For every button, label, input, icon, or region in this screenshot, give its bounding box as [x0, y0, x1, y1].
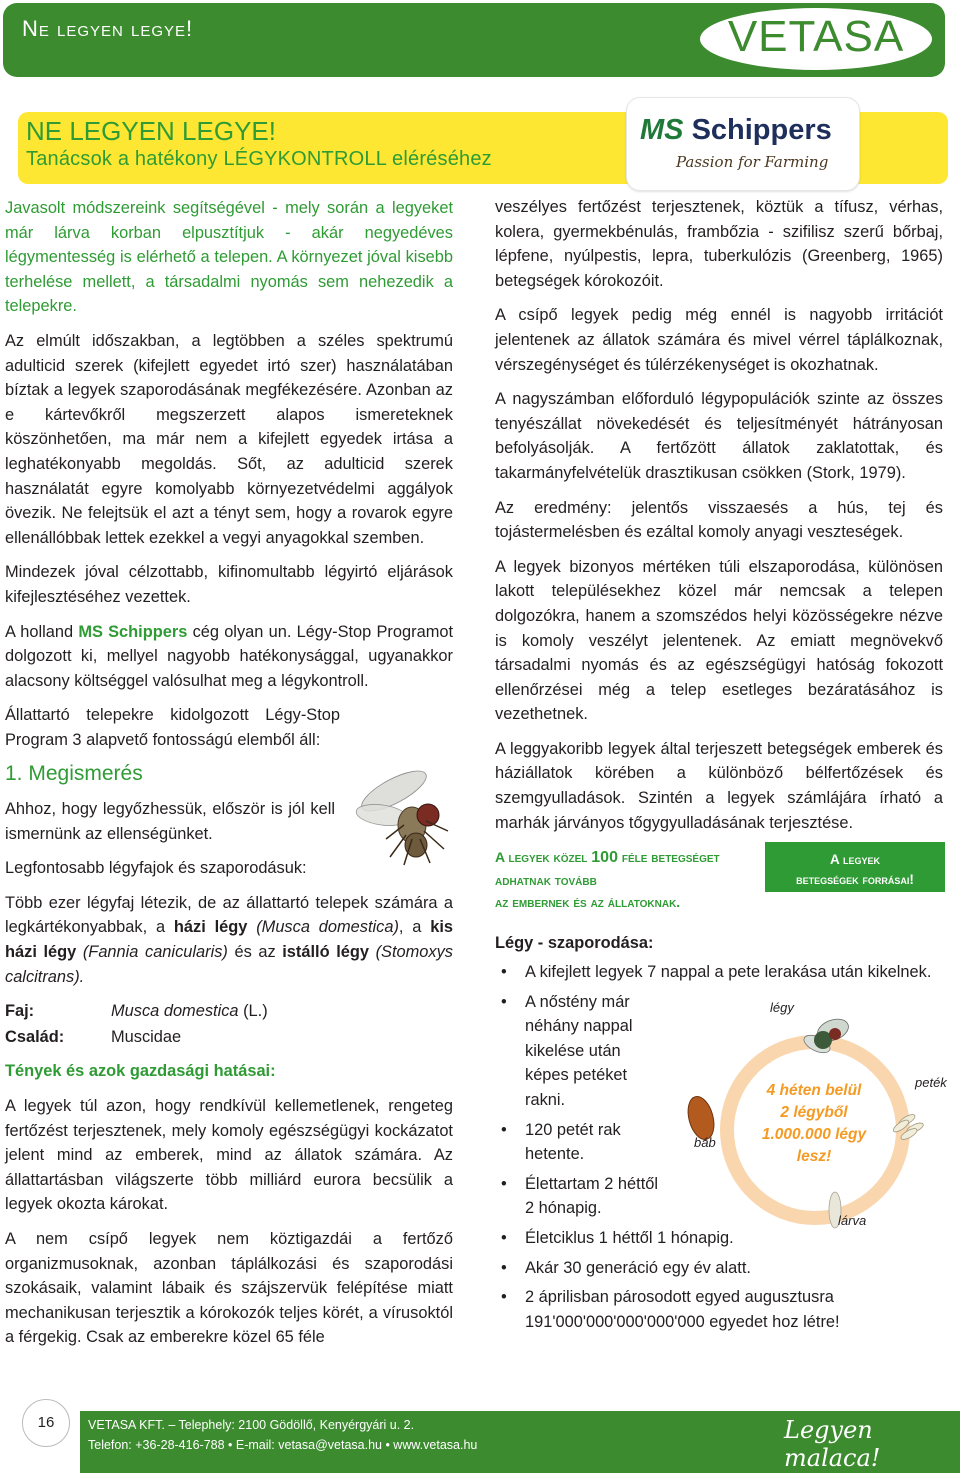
- callout-line-3: az embernek és az állatoknak.: [495, 894, 681, 910]
- csalad-value: Muscidae: [111, 1027, 182, 1046]
- page-number: 16: [22, 1399, 70, 1447]
- lifecycle-line-4: lesz!: [796, 1148, 832, 1165]
- section-heading-tenyek: Tények és azok gazdasági hatásai:: [5, 1062, 276, 1081]
- paragraph: A nagyszámban előforduló légypopulációk szinte az összes tenyészállat növekedését és teljesítményét hátrányosan befolyásolják. A fertőzött állatok zaklatottak, és takarmányfelvételük drasztikusan csökken (Stork, 1979).: [495, 390, 943, 482]
- paragraph: Legfontosabb légyfajok és szaporodásuk:: [5, 859, 307, 878]
- intro-paragraph: Javasolt módszereink segítségével - mely során a legyeket már lárva korban elpusztítjuk - akár negyedéves légymentesség is elérhető a telepen. A környezet jóval kisebb terhelése mellett, a társadalmi nyomás sem nehezedik a telepekre.: [5, 199, 453, 316]
- paragraph: A csípő legyek pedig még ennél is nagyobb irritációt jelentenek az állatok számára és mivel vérrel táplálkoznak, vérszegénységet és túlérzékenységet is okozhatnak.: [495, 306, 943, 374]
- paragraph: Mindezek jóval célzottabb, kifinomultabb légyirtó eljárások kifejlesztéséhez vezettek.: [5, 563, 453, 606]
- label-bab: báb: [694, 1135, 716, 1150]
- list-item: • 2 áprilisban párosodott egyed augusztusra 191'000'000'000'000'000 egyedet hoz létre!: [495, 1285, 945, 1334]
- label-petek: peték: [915, 1075, 947, 1090]
- text-span: és az: [227, 943, 283, 962]
- species-name: istálló légy: [282, 943, 369, 962]
- species-latin: (Musca domestica): [247, 918, 399, 937]
- list-item: • Életciklus 1 héttől 1 hónapig.: [495, 1226, 945, 1251]
- text-span: féle betegséget: [617, 849, 720, 865]
- paragraph: Ahhoz, hogy legyőzhessük, először is jól kell ismernünk az ellenségünket.: [5, 800, 335, 843]
- header-title: Ne legyen legye!: [22, 16, 194, 41]
- text-span: , a: [398, 918, 431, 937]
- section-heading-megismeres: 1. Megismerés: [5, 762, 143, 786]
- arrow-line-2: betegségek forrásai!: [796, 872, 914, 887]
- csalad-label: Család:: [5, 1027, 65, 1046]
- callout-line-2: adhatnak tovább: [495, 872, 597, 888]
- species-paragraph: [5, 891, 453, 989]
- right-column: [495, 195, 943, 845]
- page-subtitle: Tanácsok a hatékony LÉGYKONTROLL eléréséhez: [26, 148, 492, 170]
- text-span: A legyek közel: [495, 849, 592, 865]
- page-title: NE LEGYEN LEGYE!: [26, 116, 276, 146]
- disease-source-label: [765, 850, 945, 890]
- text-span: A holland: [5, 622, 79, 641]
- paragraph: A legyek bizonyos mértéken túli elszaporodása, különösen lakott településekhez közel már nemcsak a telepen dolgozókra, hanem a szomszédos helyi közösségekre nézve is komoly veszélyt jelentenek. Az emiatt megnövekvő társadalmi nyomás és az egészségügyi hatóság fokozott ellenőrzései még a telep esetleges bezáratásához is vezethetnek.: [495, 557, 943, 724]
- paragraph: Állattartó telepekre kidolgozott Légy-Stop Program 3 alapvető fontosságú elemből áll:: [5, 706, 340, 749]
- arrow-line-1: A legyek: [829, 852, 880, 867]
- paragraph: Az elmúlt időszakban, a legtöbben a széles spektrumú adulticid szerek (kifejlett egyedet irtó szer) használatában bíztak a legyek szaporodásának megfékezésére. Azonban az e kártevőkről megszerzett alapos ismereteknek köszönhetően, ma már nem a kifejlett egyedek irtása a leghatékonyabb megoldás. Sőt, az adulticid szerek használatát egyre komolyabb környezetvédelmi aggályok övezik. Ne felejtsük el azt a tényt sem, hogy a rovarok egyre ellenállóbbak lettek ezekkel a vegyi anyagokkal szemben.: [5, 331, 453, 547]
- reproduction-heading: Légy - szaporodása:: [495, 934, 654, 952]
- lifecycle-line-1: 4 héten belül: [766, 1082, 862, 1099]
- lifecycle-line-2: 2 légyből: [780, 1104, 848, 1121]
- lifecycle-line-3: 1.000.000 légy: [761, 1126, 867, 1143]
- label-larva: lárva: [838, 1213, 867, 1228]
- callout-line-1: [495, 846, 720, 869]
- paragraph: Az eredmény: jelentős visszaesés a hús, tej és tojástermelésben és ezáltal komoly anyagi veszteségek.: [495, 498, 943, 542]
- label-legy: légy: [770, 1000, 794, 1015]
- footer-contact: Telefon: +36-28-416-788 • E-mail: vetasa@vetasa.hu • www.vetasa.hu: [88, 1438, 478, 1452]
- faj-value: [111, 999, 453, 1024]
- species-name: házi légy: [173, 918, 248, 937]
- species-latin: (Fannia canicularis): [76, 943, 228, 962]
- paragraph: veszélyes fertőzést terjesztenek, köztük a tífusz, vérhas, kolera, gyermekbénulás, frambőzia - szifilisz szerű bőrbaj, lépfene, nyúlpestis, lepra, tuberkulózis (Greenberg, 1965) betegségek kórokozóit.: [495, 198, 943, 290]
- paragraph: A nem csípő legyek nem köztigazdái a fertőző organizmusoknak, azonban táplálkozási és szaporodási szokásaik, valamint lábaik és szájszervük felépítése miatt mechanikusan terjesztik a kórokozók teljes körét, a vírusoktól a férgekig. Csak az emberekre közel 65 féle: [5, 1229, 453, 1347]
- paragraph: [5, 620, 453, 694]
- footer-slogan: Legyen malaca!: [784, 1416, 881, 1472]
- ms-schippers-logo: [640, 114, 832, 147]
- list-item: • Akár 30 generáció egy év alatt.: [495, 1256, 945, 1281]
- ms-logo-brand: Schippers: [691, 114, 832, 146]
- faj-author: (L.): [238, 1002, 268, 1021]
- ms-logo-tagline: Passion for Farming: [676, 153, 829, 171]
- text-span: Több ezer légyfaj létezik, de az állattartó telepek számára a legkártékonyabbak, a: [5, 893, 453, 937]
- faj-latin: Musca domestica: [111, 1002, 239, 1021]
- list-item: • A kifejlett legyek 7 nappal a pete lerakása után kikelnek.: [495, 960, 945, 985]
- paragraph: A legyek túl azon, hogy rendkívül kellemetlenek, rengeteg fertőzést terjesztenek, mely komoly egészségügyi kockázatot jelent mind az emberek, mind az állatok számára. Az állattartásban világszerte több milliárd eurora becsülik a legyek okozta károkat.: [5, 1097, 453, 1214]
- ms-logo-letters: MS: [640, 114, 684, 146]
- taxonomy-table: [5, 999, 453, 1049]
- callout-number: 100: [591, 849, 618, 866]
- lifecycle-summary: [740, 1080, 888, 1168]
- text-span: cég olyan un. Légy-Stop Programot dolgozott ki, mellyel nagyobb hatékonysággal, ugyanakkor alacsony költséggel valósulhat meg a légykontroll.: [5, 622, 454, 690]
- house-fly-icon: [346, 765, 456, 871]
- faj-label: Faj:: [5, 1002, 35, 1021]
- list-item: • Élettartam 2 héttől 2 hónapig.: [495, 1172, 660, 1221]
- ms-schippers-inline-brand: MS Schippers: [78, 622, 188, 641]
- vetasa-logo: VETASA: [727, 12, 905, 61]
- species-latin: (Stomoxys calcitrans).: [5, 943, 453, 986]
- paragraph: A leggyakoribb legyek által terjeszett betegségek emberek és háziállatok körében a különböző bélfertőzések és szemgyulladások. Szintén a legyek számlájára írható a marhák járványos tőgygyulladásának terjesztése.: [495, 739, 943, 832]
- list-item: • 120 petét rak hetente.: [495, 1118, 660, 1167]
- species-name: kis házi légy: [5, 918, 453, 962]
- footer-address: VETASA KFT. – Telephely: 2100 Gödöllő, Kenyérgyári u. 2.: [88, 1418, 415, 1432]
- list-item: • A nőstény már néhány nappal kikelése után képes petéket rakni.: [495, 990, 660, 1113]
- disease-callout: [495, 846, 720, 913]
